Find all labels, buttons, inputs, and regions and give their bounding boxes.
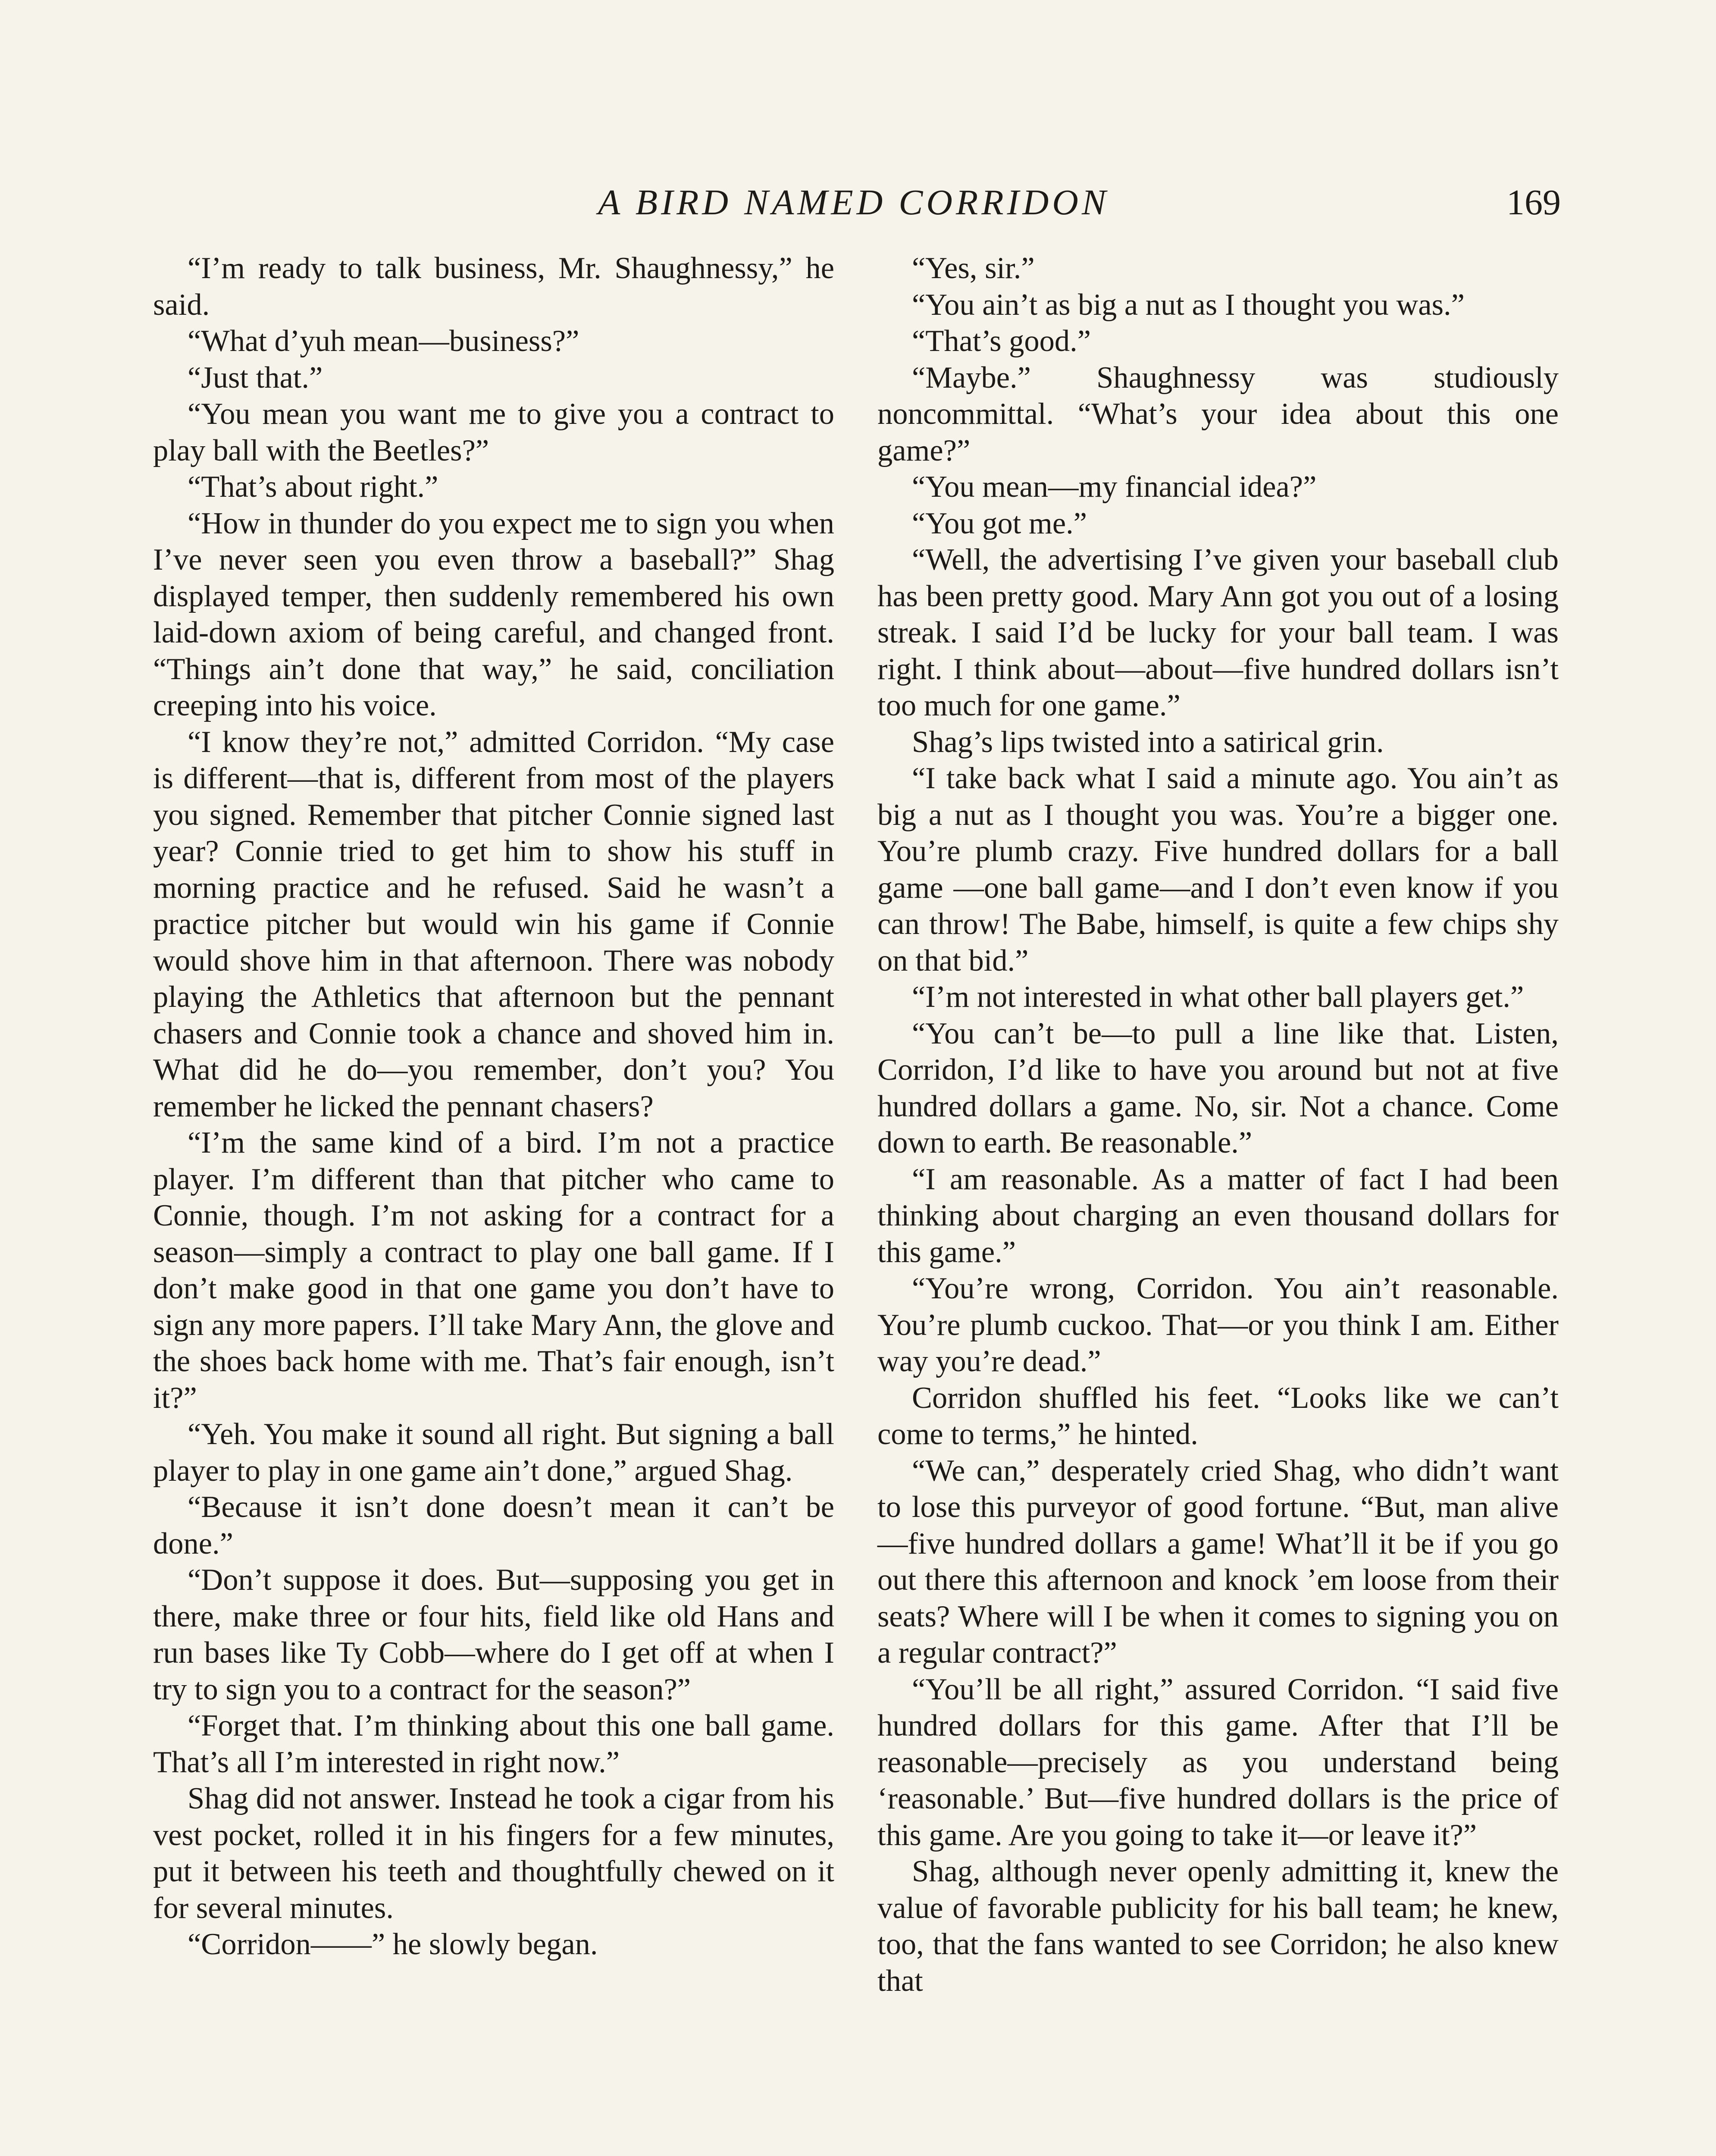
paragraph: “I take back what I said a minute ago. You ain’t as big a nut as I thought you was. You’re a bigger one. You’re plumb crazy. Five hundred dollars for a ball game —one ball game—and I don’t even know if you can throw! The Babe, himself, is quite a few chips shy on that bid.” [877, 761, 1559, 978]
paragraph: “You’ll be all right,” assured Corridon. “I said five hundred dollars for this game. After that I’ll be reasonable—precisely as you understand being ‘reasonable.’ But—five hundred dollars is the price of this game. Are you going to take it—or leave it?” [877, 1672, 1559, 1852]
paragraph: “Yeh. You make it sound all right. But signing a ball player to play in one game ain’t done,” argued Shag. [153, 1417, 834, 1488]
paragraph: “Maybe.” Shaughnessy was studiously noncommittal. “What’s your idea about this one game?” [877, 360, 1559, 467]
paragraph: “You mean—my financial idea?” [912, 470, 1317, 504]
paragraph: “I know they’re not,” admitted Corridon. “My case is different—that is, different from most of the players you signed. Remember that pitcher Connie signed last year? Connie tried to get him to show his stuff in morning practice and he refused. Said he wasn’t a practice pitcher but would win his game if Connie would shove him in that afternoon. There was nobody playing the Athletics that afternoon but the pennant chasers and Connie took a chance and shoved him in. What did he do—you remember, don’t you? You remember he licked the pennant chasers? [153, 725, 834, 1123]
paragraph: “You mean you want me to give you a contract to play ball with the Beetles?” [153, 397, 834, 467]
left-text-column [153, 250, 834, 1963]
paragraph: Shag, although never openly admitting it, knew the value of favorable publicity for his ball team; he knew, too, that the fans wanted to see Corridon; he also knew that [877, 1855, 1559, 1998]
running-title: A BIRD NAMED CORRIDON [598, 182, 1109, 222]
paragraph: “How in thunder do you expect me to sign you when I’ve never seen you even throw a baseball?” Shag displayed temper, then suddenly remembered his own laid-down axiom of being careful, and changed front. “Things ain’t done that way,” he said, conciliation creeping into his voice. [153, 506, 834, 722]
paragraph: “Yes, sir.” [912, 251, 1035, 285]
page-number: 169 [1506, 182, 1561, 222]
paragraph: “I’m ready to talk business, Mr. Shaughnessy,” he said. [153, 251, 834, 322]
paragraph: Shag’s lips twisted into a satirical grin. [912, 725, 1384, 759]
paragraph: “You’re wrong, Corridon. You ain’t reasonable. You’re plumb cuckoo. That—or you think I am. Either way you’re dead.” [877, 1272, 1559, 1378]
paragraph: “You ain’t as big a nut as I thought you was.” [912, 288, 1465, 322]
paragraph: Shag did not answer. Instead he took a cigar from his vest pocket, rolled it in his fingers for a few minutes, put it between his teeth and thoughtfully chewed on it for several minutes. [153, 1782, 834, 1925]
paragraph: “That’s good.” [912, 324, 1091, 358]
paragraph: “Because it isn’t done doesn’t mean it can’t be done.” [153, 1490, 834, 1561]
paragraph: “Well, the advertising I’ve given your baseball club has been pretty good. Mary Ann got you out of a losing streak. I said I’d be lucky for your ball team. I was right. I think about—about—five hundred dollars isn’t too much for one game.” [877, 543, 1559, 722]
paragraph: “I am reasonable. As a matter of fact I had been thinking about charging an even thousand dollars for this game.” [877, 1162, 1559, 1269]
paragraph: “What d’yuh mean—business?” [188, 324, 579, 358]
paragraph: “We can,” desperately cried Shag, who didn’t want to lose this purveyor of good fortune. “But, man alive—five hundred dollars a game! What’ll it be if you go out there this afternoon and knock ’em loose from their seats? Where will I be when it comes to signing you on a regular contract?” [877, 1454, 1559, 1670]
paragraph: “Just that.” [188, 360, 323, 395]
paragraph: “Corridon——” he slowly began. [188, 1927, 598, 1961]
right-text-column [877, 250, 1559, 1999]
paragraph: Corridon shuffled his feet. “Looks like we can’t come to terms,” he hinted. [877, 1381, 1559, 1451]
running-header [147, 172, 1561, 233]
paragraph: “You can’t be—to pull a line like that. Listen, Corridon, I’d like to have you around but not at five hundred dollars a game. No, sir. Not a chance. Come down to earth. Be reasonable.” [877, 1016, 1559, 1159]
paragraph: “Forget that. I’m thinking about this one ball game. That’s all I’m interested in right now.” [153, 1709, 834, 1779]
paragraph: “I’m the same kind of a bird. I’m not a practice player. I’m different than that pitcher who came to Connie, though. I’m not asking for a contract for a season—simply a contract to play one ball game. If I don’t make good in that one game you don’t have to sign any more papers. I’ll take Mary Ann, the glove and the shoes back home with me. That’s fair enough, isn’t it?” [153, 1126, 834, 1415]
paragraph: “Don’t suppose it does. But—supposing you get in there, make three or four hits, field like old Hans and run bases like Ty Cobb—where do I get off at when I try to sign you to a contract for the season?” [153, 1563, 834, 1706]
paragraph: “That’s about right.” [188, 470, 438, 504]
paragraph: “You got me.” [912, 506, 1087, 540]
paragraph: “I’m not interested in what other ball players get.” [912, 980, 1524, 1014]
